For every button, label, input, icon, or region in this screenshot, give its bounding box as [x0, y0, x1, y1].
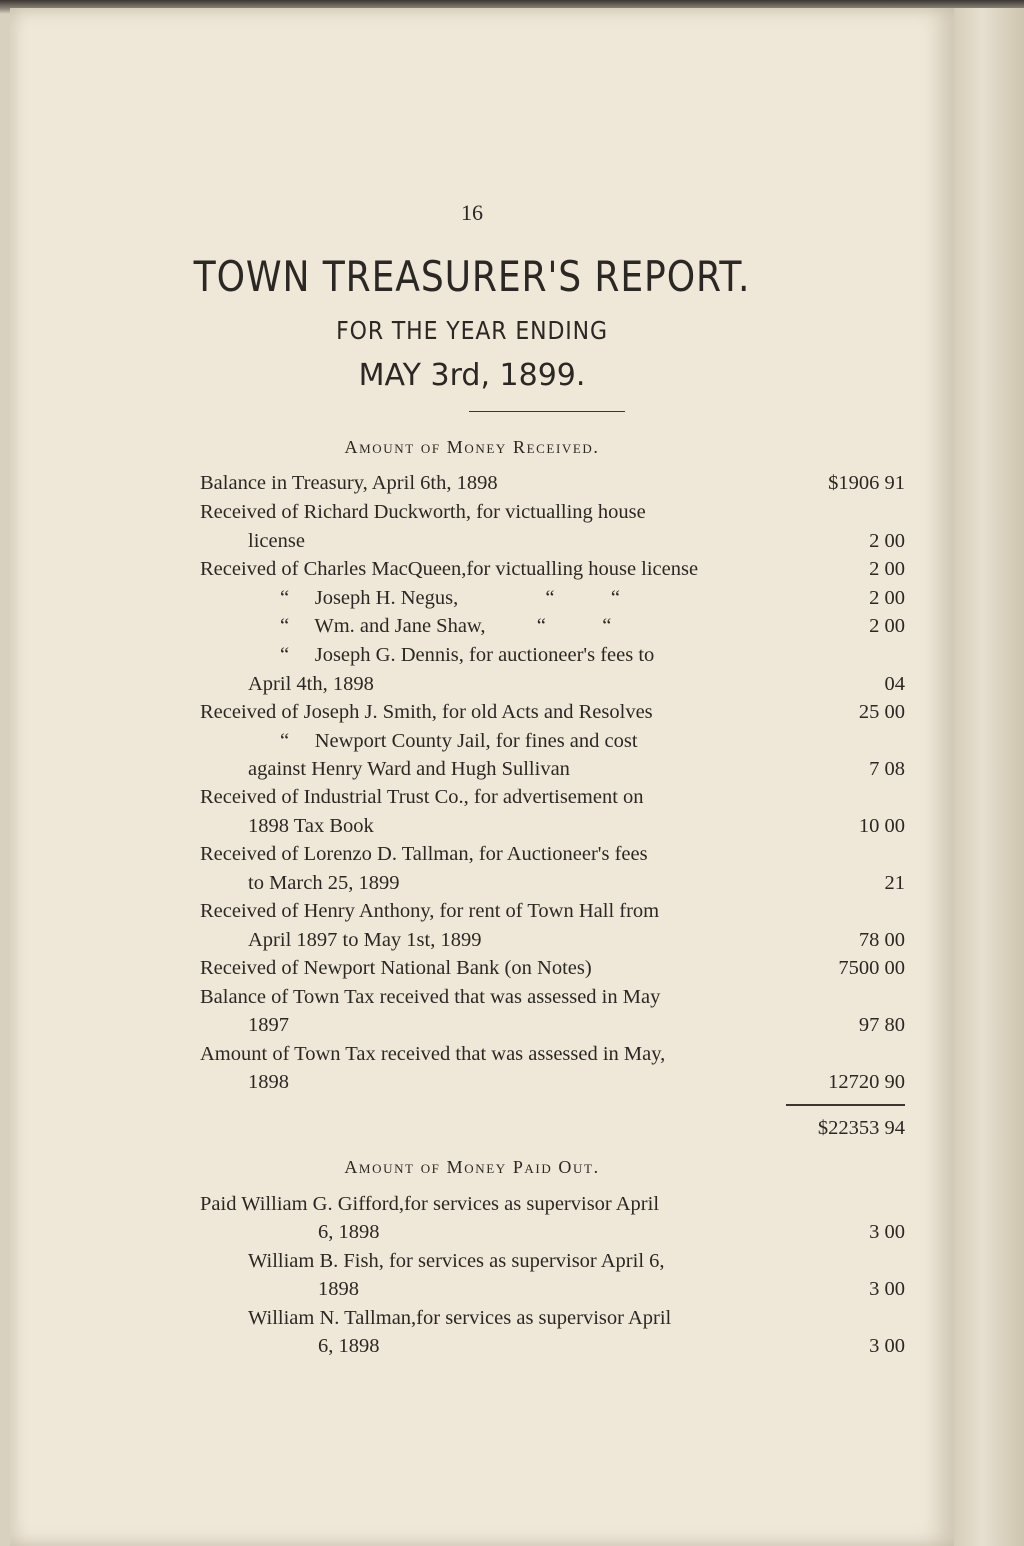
received-line — [200, 986, 905, 1014]
line-text: “ Joseph G. Dennis, for auctioneer's fees to — [280, 644, 655, 666]
line-text: 6, 1898 — [318, 1335, 380, 1357]
line-text: to March 25, 1899 — [248, 872, 400, 894]
received-line — [200, 900, 905, 928]
received-line — [200, 843, 905, 871]
line-text: April 1897 to May 1st, 1899 — [248, 929, 482, 951]
line-text: William N. Tallman,for services as supervisor April — [248, 1307, 672, 1329]
received-line — [200, 587, 905, 615]
line-text: Received of Richard Duckworth, for victualling house — [200, 501, 646, 523]
received-line — [200, 957, 905, 985]
line-text: 1897 — [248, 1014, 289, 1036]
line-text: “ Wm. and Jane Shaw, “ “ — [280, 615, 612, 637]
line-text: license — [248, 530, 305, 552]
line-text: Paid William G. Gifford,for services as supervisor April — [200, 1193, 660, 1215]
paid-out-heading: Amount of Money Paid Out. — [344, 1157, 600, 1177]
line-amount: 25 00 — [858, 701, 905, 723]
line-text: 1898 — [248, 1071, 289, 1093]
line-text: Received of Lorenzo D. Tallman, for Auctioneer's fees — [200, 843, 648, 865]
line-amount: 97 80 — [858, 1014, 905, 1036]
received-heading: Amount of Money Received. — [344, 437, 600, 457]
report-title: TOWN TREASURER'S REPORT. — [193, 252, 751, 301]
received-line — [200, 786, 905, 814]
line-amount: 2 00 — [869, 587, 905, 609]
line-text: 1898 — [318, 1278, 359, 1300]
line-amount: 2 00 — [869, 615, 905, 637]
line-amount: 3 00 — [869, 1221, 905, 1243]
line-amount: $1906 91 — [828, 472, 905, 494]
report-date: MAY 3rd, 1899. — [358, 358, 586, 393]
received-total-line — [200, 1117, 905, 1145]
paid-line — [318, 1221, 905, 1249]
line-text: Balance of Town Tax received that was assessed in May — [200, 986, 661, 1008]
line-text: Received of Newport National Bank (on Notes) — [200, 957, 592, 979]
paid-line — [248, 1307, 905, 1335]
line-amount: 7500 00 — [838, 957, 905, 979]
line-amount: 12720 90 — [828, 1071, 905, 1093]
line-amount: 2 00 — [869, 530, 905, 552]
paid-line — [200, 1193, 905, 1221]
received-line — [248, 1014, 905, 1042]
line-amount: 21 — [884, 872, 905, 894]
line-text: William B. Fish, for services as supervisor April 6, — [248, 1250, 665, 1272]
line-text: “ Joseph H. Negus, “ “ — [280, 587, 620, 609]
received-line — [248, 1071, 905, 1099]
line-text: Received of Henry Anthony, for rent of Town Hall from — [200, 900, 660, 922]
line-amount: 3 00 — [869, 1335, 905, 1357]
received-line — [200, 472, 905, 500]
line-text: “ Newport County Jail, for fines and cost — [280, 730, 638, 752]
line-text: Received of Joseph J. Smith, for old Acts and Resolves — [200, 701, 653, 723]
received-line — [248, 673, 905, 701]
paid-line — [318, 1335, 905, 1363]
received-line — [200, 701, 905, 729]
report-subtitle: FOR THE YEAR ENDING — [336, 316, 608, 345]
received-line — [200, 644, 905, 672]
title-rule — [469, 411, 625, 412]
page-number: 16 — [461, 200, 483, 225]
line-text: 6, 1898 — [318, 1221, 380, 1243]
next-page-edge — [954, 8, 1024, 1546]
line-text: Amount of Town Tax received that was assessed in May, — [200, 1043, 666, 1065]
received-line — [248, 530, 905, 558]
line-text: against Henry Ward and Hugh Sullivan — [248, 758, 570, 780]
line-text: Received of Charles MacQueen,for victualling house license — [200, 558, 699, 580]
line-amount: 3 00 — [869, 1278, 905, 1300]
received-line — [248, 872, 905, 900]
line-text: Balance in Treasury, April 6th, 1898 — [200, 472, 498, 494]
paid-line — [318, 1278, 905, 1306]
received-total: $22353 94 — [817, 1117, 905, 1139]
received-line — [248, 758, 905, 786]
received-line — [200, 1043, 905, 1071]
line-text: Received of Industrial Trust Co., for advertisement on — [200, 786, 644, 808]
line-text: April 4th, 1898 — [248, 673, 374, 695]
line-amount: 78 00 — [858, 929, 905, 951]
received-line — [248, 815, 905, 843]
paid-line — [248, 1250, 905, 1278]
received-line — [200, 730, 905, 758]
received-line — [200, 501, 905, 529]
total-rule — [786, 1104, 905, 1106]
received-line — [200, 558, 905, 586]
line-text: 1898 Tax Book — [248, 815, 374, 837]
line-amount: 7 08 — [869, 758, 905, 780]
line-amount: 2 00 — [869, 558, 905, 580]
line-amount: 10 00 — [858, 815, 905, 837]
line-amount: 04 — [884, 673, 905, 695]
received-line — [200, 615, 905, 643]
received-line — [248, 929, 905, 957]
